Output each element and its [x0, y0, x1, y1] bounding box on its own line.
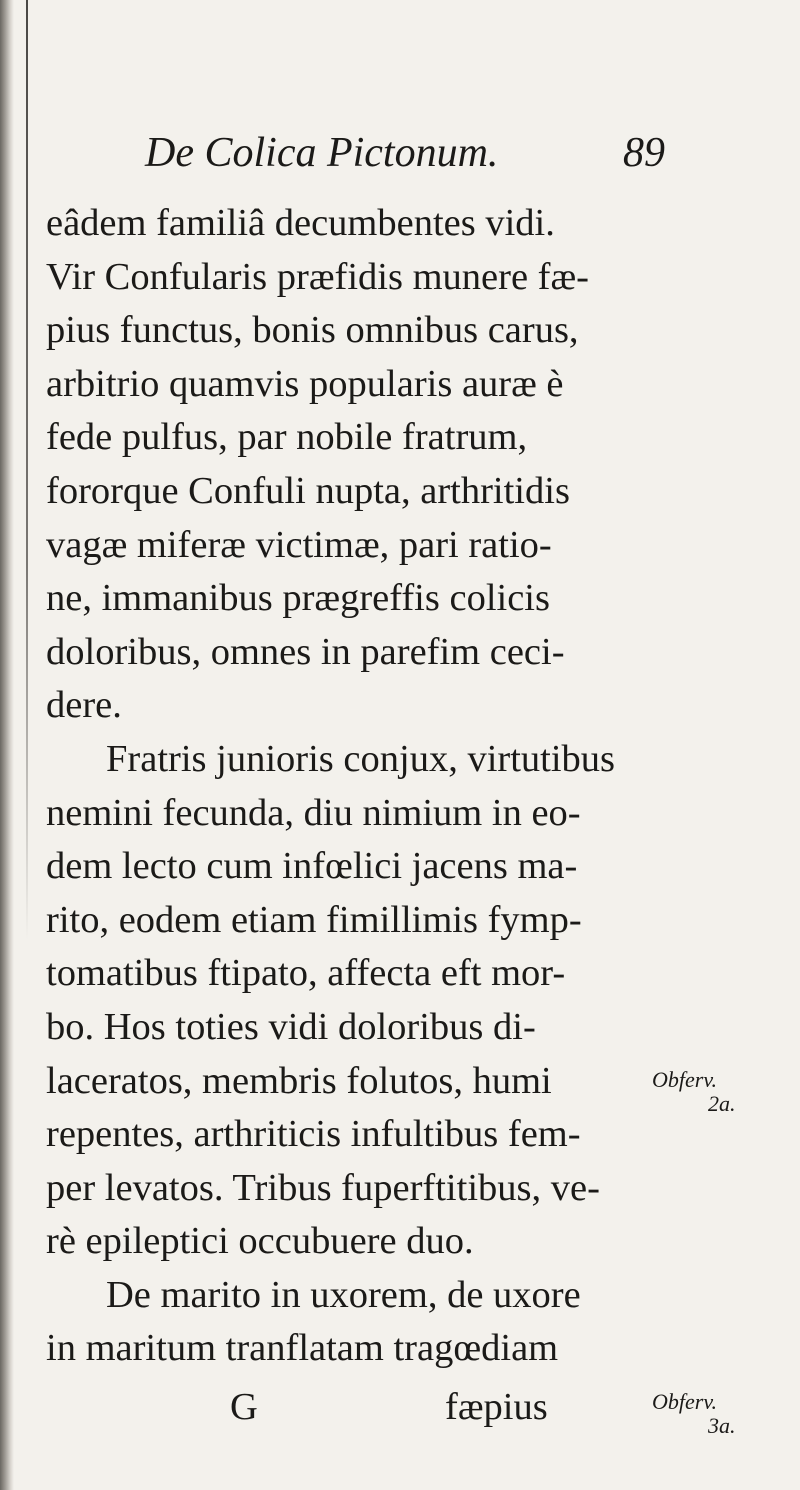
text-line: fede pulfus, par nobile fratrum,	[46, 416, 528, 459]
text-line: arbitrio quamvis popularis auræ è	[46, 362, 564, 405]
signature-mark: G	[230, 1386, 258, 1428]
paragraph-first-line: De marito in uxorem, de uxore	[106, 1273, 581, 1316]
binding-edge-line	[26, 0, 28, 940]
text-line: vagæ miferæ victimæ, pari ratio-	[46, 523, 552, 566]
margin-note-number: 2a.	[708, 1091, 736, 1116]
text-line: per levatos. Tribus fuperftitibus, ve-	[46, 1166, 600, 1209]
text-line: dem lecto cum infœlici jacens ma-	[46, 845, 578, 888]
margin-note-number: 3a.	[708, 1413, 736, 1438]
text-line: rè epileptici occubuere duo.	[46, 1220, 474, 1263]
running-title: De Colica Pictonum.	[145, 130, 499, 176]
text-line: rito, eodem etiam fimillimis fymp-	[46, 898, 582, 941]
body-text	[46, 197, 631, 1376]
text-line: doloribus, omnes in parefim ceci-	[46, 630, 565, 673]
page-header	[145, 128, 665, 178]
margin-note-observation-3	[652, 1390, 792, 1438]
margin-note-label: Obferv.	[652, 1389, 717, 1414]
text-line: pius functus, bonis omnibus carus,	[46, 309, 579, 352]
text-line: ne, immanibus prægreffis colicis	[46, 577, 550, 620]
paragraph-first-line: Fratris junioris conjux, virtutibus	[106, 737, 616, 780]
text-line: in maritum tranflatam tragœdiam	[46, 1327, 559, 1370]
page-number: 89	[623, 130, 665, 176]
catchword: fæpius	[445, 1386, 548, 1428]
binding-shadow	[0, 0, 14, 1490]
margin-note-observation-2	[652, 1068, 792, 1116]
text-line: repentes, arthriticis infultibus fem-	[46, 1113, 581, 1156]
text-line: Vir Confularis præfidis munere fæ-	[46, 255, 590, 298]
text-line: dere.	[46, 684, 122, 727]
text-line: tomatibus ftipato, affecta eft mor-	[46, 952, 566, 995]
text-line: nemini fecunda, diu nimium in eo-	[46, 791, 581, 834]
text-line: eâdem familiâ decumbentes vidi.	[46, 202, 555, 244]
text-line: fororque Confuli nupta, arthritidis	[46, 469, 570, 512]
margin-note-label: Obferv.	[652, 1067, 717, 1092]
text-line: laceratos, membris folutos, humi	[46, 1059, 552, 1102]
text-line: bo. Hos toties vidi doloribus di-	[46, 1005, 536, 1048]
